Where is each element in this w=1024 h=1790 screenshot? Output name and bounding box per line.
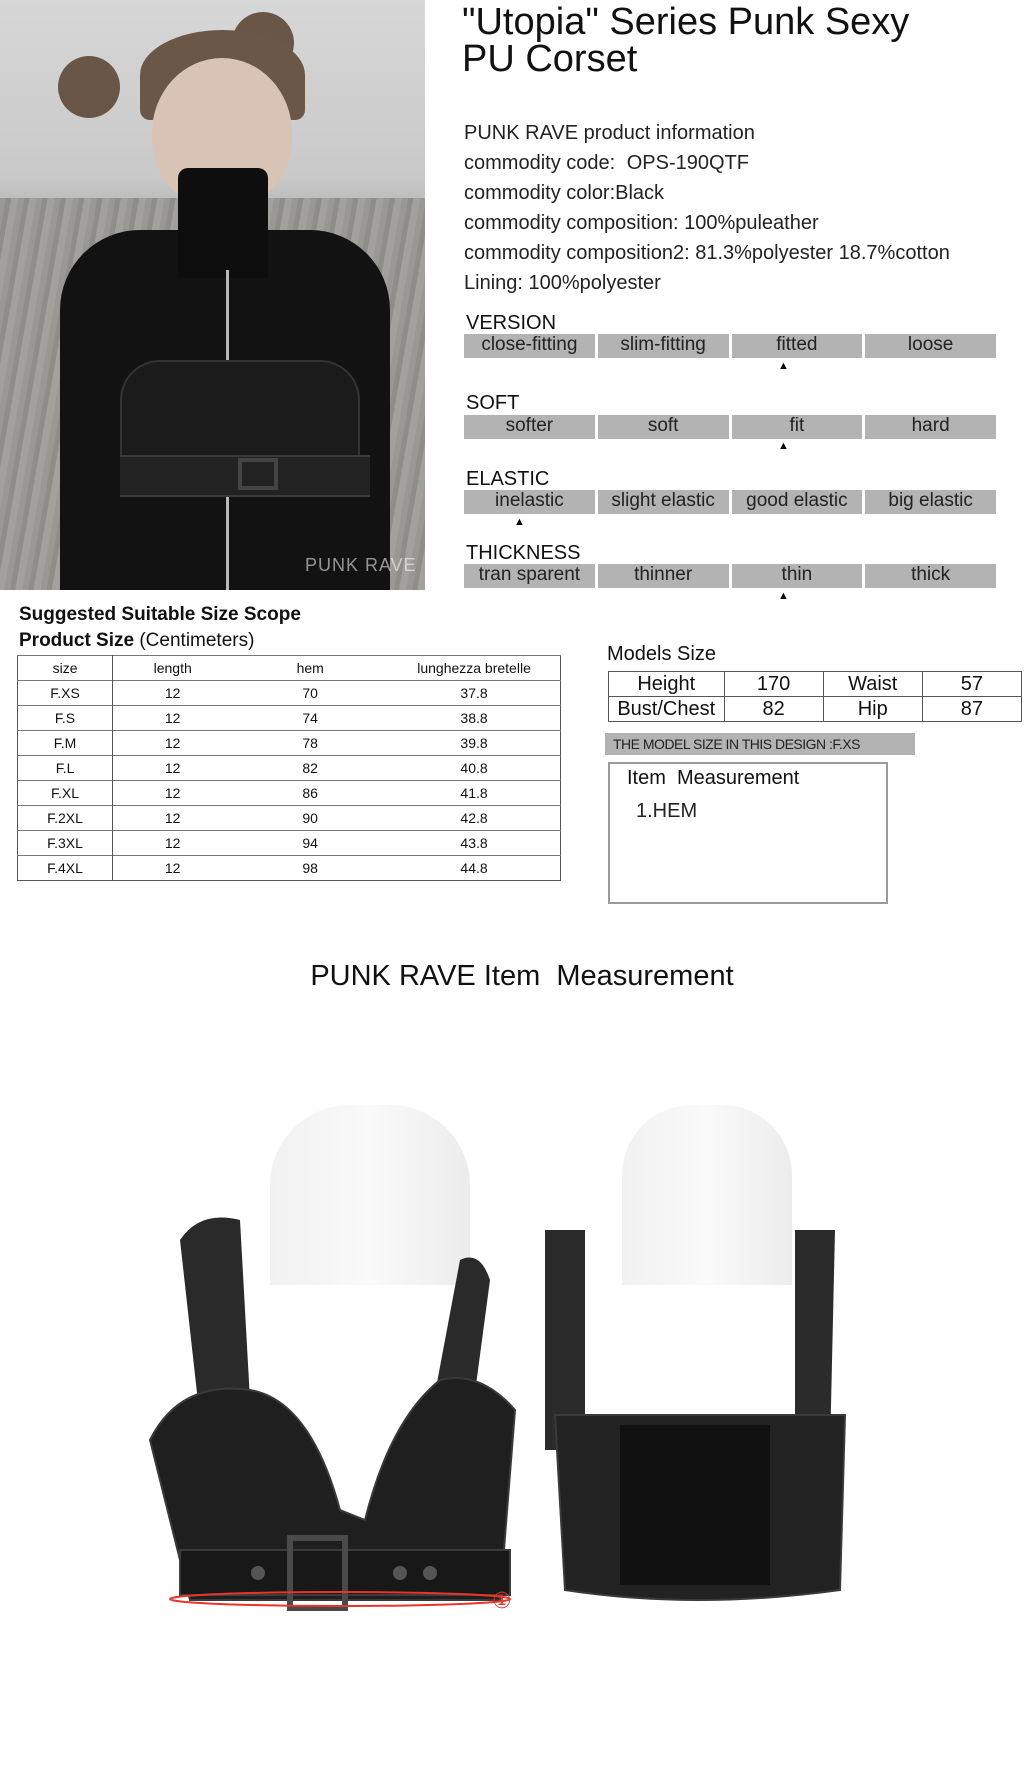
model-size-note: THE MODEL SIZE IN THIS DESIGN :F.XS bbox=[605, 733, 915, 755]
waist-label: Waist bbox=[823, 672, 922, 697]
size-cell: F.2XL bbox=[18, 806, 113, 831]
hem-callout-icon: ① bbox=[492, 1589, 512, 1614]
soft-option: softer bbox=[464, 415, 595, 439]
length-cell: 12 bbox=[113, 731, 233, 756]
strap-cell: 41.8 bbox=[388, 781, 560, 806]
size-cell: F.3XL bbox=[18, 831, 113, 856]
soft-option: hard bbox=[865, 415, 996, 439]
hem-cell: 90 bbox=[232, 806, 388, 831]
height-label: Height bbox=[609, 672, 725, 697]
length-cell: 12 bbox=[113, 681, 233, 706]
title-line-2: PU Corset bbox=[462, 38, 638, 80]
elastic-marker-icon: ▲ bbox=[514, 516, 525, 528]
length-cell: 12 bbox=[113, 756, 233, 781]
strap-cell: 39.8 bbox=[388, 731, 560, 756]
soft-option: fit bbox=[732, 415, 863, 439]
soft-title: SOFT bbox=[466, 392, 520, 414]
corset-back-image bbox=[525, 1190, 865, 1610]
soft-marker-icon: ▲ bbox=[778, 440, 789, 452]
item-measurement-title: Item Measurement bbox=[627, 767, 800, 789]
strap-cell: 43.8 bbox=[388, 831, 560, 856]
info-lining: Lining: 100%polyester bbox=[464, 272, 661, 294]
belt-hole bbox=[393, 1566, 407, 1580]
col-hem: hem bbox=[232, 656, 388, 681]
thickness-scale bbox=[464, 564, 996, 588]
version-option: loose bbox=[865, 334, 996, 358]
hem-cell: 74 bbox=[232, 706, 388, 731]
length-cell: 12 bbox=[113, 781, 233, 806]
table-row bbox=[609, 672, 1022, 697]
back-elastic-panel bbox=[620, 1425, 770, 1585]
thickness-marker-icon: ▲ bbox=[778, 590, 789, 602]
title-line-1: "Utopia" Series Punk Sexy bbox=[462, 1, 910, 43]
length-cell: 12 bbox=[113, 831, 233, 856]
elastic-option: big elastic bbox=[865, 490, 996, 514]
product-size-label: Product Size bbox=[19, 630, 135, 651]
thickness-option: thick bbox=[865, 564, 996, 588]
thickness-option: thinner bbox=[598, 564, 729, 588]
length-cell: 12 bbox=[113, 706, 233, 731]
belt-buckle bbox=[238, 458, 278, 490]
table-row bbox=[18, 831, 561, 856]
size-cell: F.S bbox=[18, 706, 113, 731]
table-row bbox=[18, 681, 561, 706]
soft-scale bbox=[464, 415, 996, 439]
table-row bbox=[18, 781, 561, 806]
table-row bbox=[18, 756, 561, 781]
thickness-title: THICKNESS bbox=[466, 542, 581, 564]
size-cell: F.M bbox=[18, 731, 113, 756]
elastic-option: slight elastic bbox=[598, 490, 729, 514]
thickness-option: thin bbox=[732, 564, 863, 588]
version-marker-icon: ▲ bbox=[778, 360, 789, 372]
size-cell: F.XS bbox=[18, 681, 113, 706]
size-table-header bbox=[18, 656, 561, 681]
strap-cell: 42.8 bbox=[388, 806, 560, 831]
size-cell: F.L bbox=[18, 756, 113, 781]
version-option: fitted bbox=[732, 334, 863, 358]
info-composition2: commodity composition2: 81.3%polyester 18.7%cotton bbox=[464, 242, 950, 264]
product-size-subheading bbox=[19, 630, 254, 652]
item-measurement-section-title: PUNK RAVE Item Measurement bbox=[310, 960, 734, 992]
info-composition: commodity composition: 100%puleather bbox=[464, 212, 819, 234]
bust-label: Bust/Chest bbox=[609, 697, 725, 722]
version-title: VERSION bbox=[466, 312, 557, 334]
length-cell: 12 bbox=[113, 856, 233, 881]
col-length: length bbox=[113, 656, 233, 681]
strap-cell: 44.8 bbox=[388, 856, 560, 881]
belt-hole bbox=[423, 1566, 437, 1580]
col-size: size bbox=[18, 656, 113, 681]
hem-cell: 98 bbox=[232, 856, 388, 881]
hem-cell: 94 bbox=[232, 831, 388, 856]
height-value: 170 bbox=[724, 672, 823, 697]
size-cell: F.XL bbox=[18, 781, 113, 806]
version-option: slim-fitting bbox=[598, 334, 729, 358]
product-title bbox=[462, 1, 1022, 80]
strap-cell: 37.8 bbox=[388, 681, 560, 706]
info-code bbox=[464, 152, 749, 175]
size-scope-heading: Suggested Suitable Size Scope bbox=[19, 604, 301, 625]
item-measurement-hem: 1.HEM bbox=[636, 800, 698, 822]
product-size-unit: (Centimeters) bbox=[139, 630, 255, 651]
table-row bbox=[18, 856, 561, 881]
model-photo bbox=[0, 0, 425, 590]
hem-cell: 70 bbox=[232, 681, 388, 706]
belt-hole bbox=[251, 1566, 265, 1580]
hem-cell: 86 bbox=[232, 781, 388, 806]
length-cell: 12 bbox=[113, 806, 233, 831]
strap-cell: 40.8 bbox=[388, 756, 560, 781]
hair-bun-left bbox=[58, 56, 120, 118]
strap-cell: 38.8 bbox=[388, 706, 560, 731]
hip-label: Hip bbox=[823, 697, 922, 722]
corset-front-image bbox=[140, 1180, 520, 1620]
elastic-scale bbox=[464, 490, 996, 514]
waist-value: 57 bbox=[922, 672, 1021, 697]
table-row bbox=[609, 697, 1022, 722]
hem-cell: 82 bbox=[232, 756, 388, 781]
info-heading: PUNK RAVE product information bbox=[464, 122, 755, 144]
version-option: close-fitting bbox=[464, 334, 595, 358]
size-table bbox=[17, 655, 561, 881]
col-strap: lunghezza bretelle bbox=[388, 656, 560, 681]
table-row bbox=[18, 806, 561, 831]
hip-value: 87 bbox=[922, 697, 1021, 722]
turtleneck-collar bbox=[178, 168, 268, 278]
code-label: commodity code: bbox=[464, 152, 616, 174]
size-cell: F.4XL bbox=[18, 856, 113, 881]
elastic-option: inelastic bbox=[464, 490, 595, 514]
version-scale bbox=[464, 334, 996, 358]
code-value: OPS-190QTF bbox=[626, 152, 749, 174]
watermark: PUNK RAVE bbox=[305, 555, 417, 575]
bust-value: 82 bbox=[724, 697, 823, 722]
models-size-title: Models Size bbox=[607, 643, 716, 665]
info-color: commodity color:Black bbox=[464, 182, 665, 204]
soft-option: soft bbox=[598, 415, 729, 439]
thickness-option: tran sparent bbox=[464, 564, 595, 588]
table-row bbox=[18, 706, 561, 731]
table-row bbox=[18, 731, 561, 756]
elastic-title: ELASTIC bbox=[466, 468, 550, 490]
hem-cell: 78 bbox=[232, 731, 388, 756]
elastic-option: good elastic bbox=[732, 490, 863, 514]
models-size-table bbox=[608, 671, 1022, 722]
